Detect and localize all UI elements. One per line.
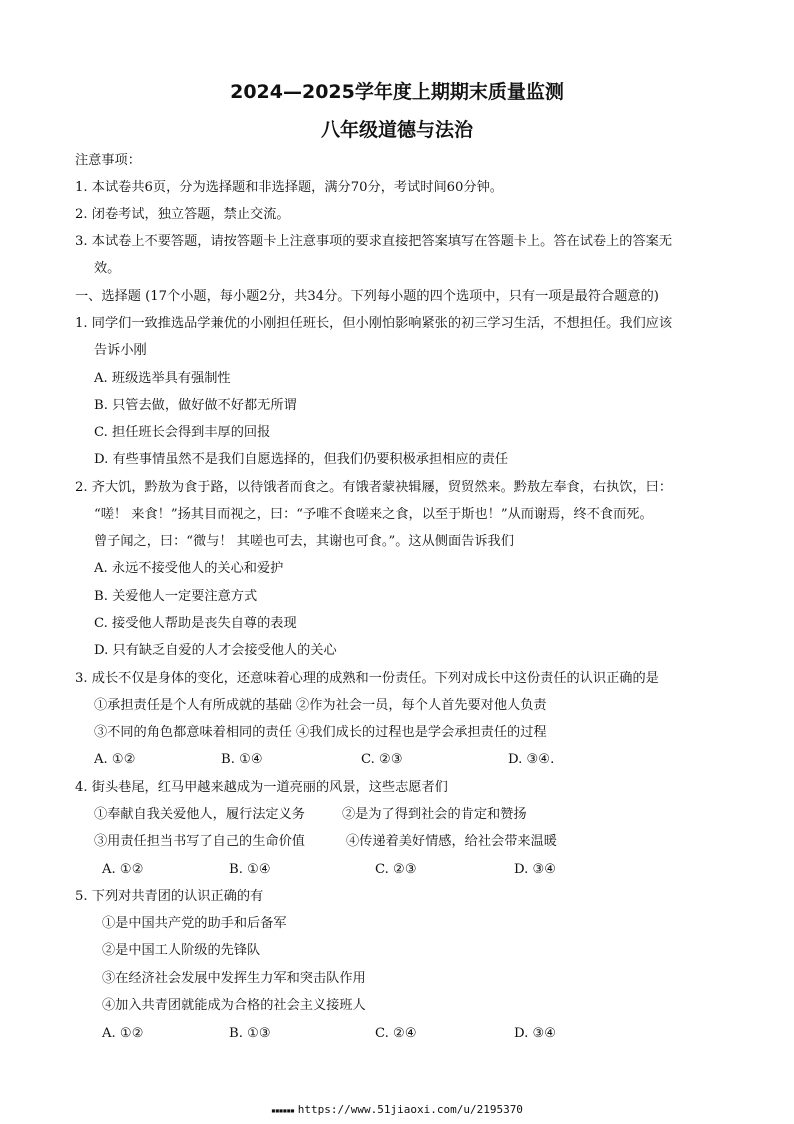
option-b: B. 只管去做，做好做不好都无所谓 [94,398,297,413]
option-d: D. ③④. [508,752,555,767]
statement-line: ①承担责任是个人有所成就的基础 ②作为社会一员，每个人首先要对他人负责 [94,698,547,713]
option-c: C. ②③ [375,862,417,877]
option-a: A. ①② [102,862,144,877]
option-d: D. ③④ [514,1026,557,1041]
option-a: A. ①② [94,752,136,767]
statement-line: ③在经济社会发展中发挥生力军和突击队作用 [102,971,366,986]
option-b: B. ①④ [221,752,263,767]
option-a: A. ①② [102,1026,144,1041]
statement-line: ③不同的角色都意味着相同的责任 ④我们成长的过程也是学会承担责任的过程 [94,725,547,740]
section-heading: 一、选择题 (17个小题，每小题2分，共34分。下列每小题的四个选项中，只有一项是最符合题意的) [75,289,659,304]
statement-item: ③用责任担当书写了自己的生命价值 [94,834,305,849]
question-stem: 曾子闻之，曰：“微与！ 其嗟也可去，其谢也可食。”。这从侧面告诉我们 [94,534,514,549]
note-item: 2. 闭卷考试，独立答题，禁止交流。 [75,207,290,222]
note-item: 3. 本试卷上不要答题，请按答题卡上注意事项的要求直接把答案填写在答题卡上。答在试卷上的答案无 [75,234,673,249]
statement-item: ①奉献自我关爱他人，履行法定义务 [94,807,305,822]
question-stem: 5. 下列对共青团的认识正确的有 [75,889,264,904]
option-b: B. 关爱他人一定要注意方式 [94,589,258,604]
statement-line: ④加入共青团就能成为合格的社会主义接班人 [102,998,366,1013]
exam-title: 2024—2025学年度上期期末质量监测 [230,81,564,103]
option-d: D. ③④ [514,862,557,877]
option-b: B. ①④ [229,862,271,877]
option-a: A. 永远不接受他人的关心和爱护 [94,561,284,576]
watermark-mark: ▪▪▪▪▪▪ [271,1106,298,1115]
question-stem: 4. 街头巷尾，红马甲越来越成为一道亮丽的风景，这些志愿者们 [75,780,448,795]
option-d: D. 只有缺乏自爱的人才会接受他人的关心 [94,643,337,658]
option-c: C. 接受他人帮助是丧失自尊的表现 [94,616,297,631]
note-item: 效。 [94,261,121,276]
statement-item: ④传递着美好情感，给社会带来温暖 [346,834,557,849]
question-stem: “嗟！ 来食！”扬其目而视之，曰：“予唯不食嗟来之食，以至于斯也！”从而谢焉，终不食而死。 [94,507,653,522]
notes-heading: 注意事项： [75,153,141,168]
option-d: D. 有些事情虽然不是我们自愿选择的，但我们仍要积极承担相应的责任 [94,452,509,467]
option-c: C. ②③ [361,752,403,767]
statement-item: ②是为了得到社会的肯定和赞扬 [342,807,527,822]
statement-line: ①是中国共产党的助手和后备军 [102,916,287,931]
option-c: C. 担任班长会得到丰厚的回报 [94,425,271,440]
statement-line: ②是中国工人阶级的先锋队 [102,943,261,958]
page-footer [0,1103,794,1116]
footer-link[interactable]: https://www.51jiaoxi.com/u/2195370 [297,1103,523,1116]
option-a: A. 班级选举具有强制性 [94,371,231,386]
question-stem: 2. 齐大饥，黔敖为食于路，以待饿者而食之。有饿者蒙袂辑屦，贸贸然来。黔敖左奉食，右执饮，曰： [75,480,673,495]
exam-subject: 八年级道德与法治 [320,119,473,141]
option-c: C. ②④ [375,1026,417,1041]
question-stem: 1. 同学们一致推选品学兼优的小刚担任班长，但小刚怕影响紧张的初三学习生活，不想担任。我们应该 [75,316,673,331]
question-stem: 3. 成长不仅是身体的变化，还意味着心理的成熟和一份责任。下列对成长中这份责任的认识正确的是 [75,671,659,686]
option-b: B. ①③ [229,1026,271,1041]
question-stem: 告诉小刚 [94,343,147,358]
note-item: 1. 本试卷共6页，分为选择题和非选择题，满分70分，考试时间60分钟。 [75,180,503,195]
